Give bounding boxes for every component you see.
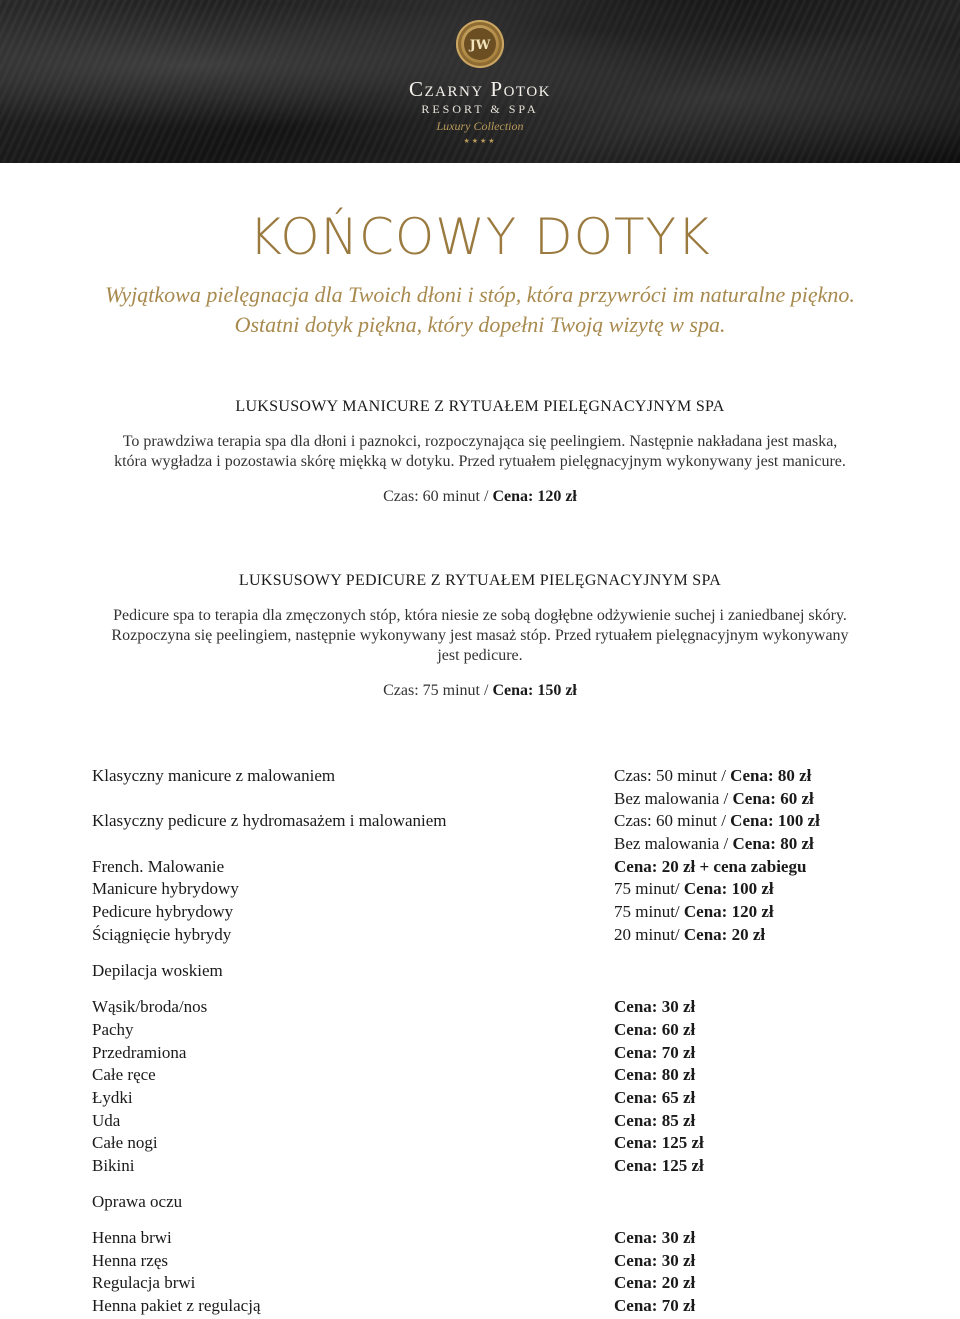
pedicure-section-price <box>0 682 960 700</box>
desc-line: jest pedicure. <box>437 647 523 664</box>
eyes-item-name: Henna brwi <box>92 1228 172 1247</box>
waxing-item-name: Całe nogi <box>92 1133 158 1152</box>
manicure-section-desc <box>80 432 880 472</box>
waxing-item-price: Cena: 30 zł <box>614 997 696 1016</box>
waxing-item-price: Cena: 125 zł <box>614 1156 704 1175</box>
service-price: Cena: 20 zł + cena zabiegu <box>614 857 807 876</box>
desc-line: Pedicure spa to terapia dla zmęczonych stóp, która niesie ze sobą dogłębne odżywienie suchej i zaniedbanej skóry. <box>113 607 847 624</box>
eyes-item-price: Cena: 20 zł <box>614 1273 696 1292</box>
service-price: Bez malowania / Cena: 60 zł <box>614 789 814 808</box>
eyes-item-name: Regulacja brwi <box>92 1273 196 1292</box>
service-price: 75 minut/ Cena: 100 zł <box>614 879 774 898</box>
eyes-item-price: Cena: 30 zł <box>614 1251 696 1270</box>
brand-name: Czarny Potok <box>409 77 551 101</box>
service-name: Pedicure hybrydowy <box>92 902 234 921</box>
waxing-item-price: Cena: 70 zł <box>614 1043 696 1062</box>
page-title: KOŃCOWY DOTYK <box>249 208 711 266</box>
service-name: French. Malowanie <box>92 857 225 876</box>
price-text: Cena: 150 zł <box>492 682 577 699</box>
price-text: Cena: 120 zł <box>492 488 577 505</box>
service-name: Klasyczny manicure z malowaniem <box>92 766 336 785</box>
desc-line: To prawdziwa terapia spa dla dłoni i paznokci, rozpoczynająca się peelingiem. Następnie nakładana jest maska, <box>122 433 838 450</box>
subtitle-line-1: Wyjątkowa pielęgnacja dla Twoich dłoni i stóp, która przywróci im naturalne piękno. <box>105 282 855 307</box>
subtitle-line-2: Ostatni dotyk piękna, który dopełni Twoją wizytę w spa. <box>234 312 726 337</box>
eyes-item-name: Henna rzęs <box>92 1251 168 1270</box>
service-price: Czas: 50 minut / Cena: 80 zł <box>614 766 812 785</box>
jw-seal-icon <box>456 20 504 68</box>
waxing-item-price: Cena: 125 zł <box>614 1133 704 1152</box>
manicure-section-title: LUKSUSOWY MANICURE Z RYTUAŁEM PIELĘGNACYJNYM SPA <box>235 398 725 415</box>
waxing-item-name: Uda <box>92 1111 121 1130</box>
brand-collection: Luxury Collection <box>436 119 524 133</box>
waxing-item-name: Pachy <box>92 1020 134 1039</box>
service-price: 75 minut/ Cena: 120 zł <box>614 902 774 921</box>
service-price: Bez malowania / Cena: 80 zł <box>614 834 814 853</box>
waxing-heading: Depilacja woskiem <box>92 961 223 980</box>
pedicure-section-title: LUKSUSOWY PEDICURE Z RYTUAŁEM PIELĘGNACYJNYM SPA <box>238 572 722 589</box>
eyes-heading: Oprawa oczu <box>92 1192 183 1211</box>
manicure-section-price <box>0 488 960 506</box>
pedicure-section-desc <box>80 606 880 666</box>
waxing-item-name: Bikini <box>92 1156 135 1175</box>
waxing-item-name: Łydki <box>92 1088 133 1107</box>
eyes-item-name: Henna pakiet z regulacją <box>92 1296 261 1315</box>
service-price: Czas: 60 minut / Cena: 100 zł <box>614 811 820 830</box>
brand-subtitle: RESORT & SPA <box>421 102 539 116</box>
waxing-item-price: Cena: 65 zł <box>614 1088 696 1107</box>
logo-seal <box>456 20 504 68</box>
brand-stars: ★★★★ <box>463 137 497 145</box>
waxing-item-name: Wąsik/broda/nos <box>92 997 208 1016</box>
desc-line: która wygładza i pozostawia skórę miękką w dotyku. Przed rytuałem pielęgnacyjnym wykonywany jest manicure. <box>114 453 846 470</box>
service-price: 20 minut/ Cena: 20 zł <box>614 925 766 944</box>
header-banner <box>0 0 960 163</box>
desc-line: Rozpoczyna się peelingiem, następnie wykonywany jest masaż stóp. Przed rytuałem pielęgnacyjnym wykonywany <box>111 627 849 644</box>
eyes-item-price: Cena: 30 zł <box>614 1228 696 1247</box>
waxing-item-price: Cena: 80 zł <box>614 1065 696 1084</box>
waxing-item-price: Cena: 60 zł <box>614 1020 696 1039</box>
seal-monogram: JW <box>469 38 491 53</box>
waxing-item-name: Przedramiona <box>92 1043 187 1062</box>
waxing-item-name: Całe ręce <box>92 1065 156 1084</box>
waxing-item-price: Cena: 85 zł <box>614 1111 696 1130</box>
time-text: Czas: 60 minut / <box>383 488 493 505</box>
eyes-item-price: Cena: 70 zł <box>614 1296 696 1315</box>
service-name: Manicure hybrydowy <box>92 879 239 898</box>
service-name: Ściągnięcie hybrydy <box>92 925 232 944</box>
time-text: Czas: 75 minut / <box>383 682 493 699</box>
service-name: Klasyczny pedicure z hydromasażem i malowaniem <box>92 811 447 830</box>
